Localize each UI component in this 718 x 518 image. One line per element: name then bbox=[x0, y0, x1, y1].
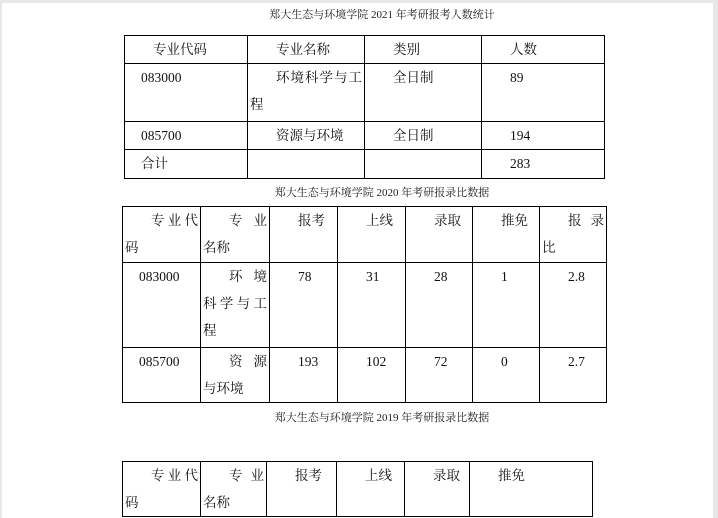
table-header-row bbox=[125, 36, 605, 64]
table-cell: 资源与环境 bbox=[248, 122, 365, 150]
header-cell-applied: 报考 bbox=[270, 207, 338, 263]
table-row bbox=[125, 122, 605, 150]
header-cell-above-line: 上线 bbox=[337, 462, 405, 517]
table-cell bbox=[365, 150, 482, 179]
table-title-2020-ratio: 郑大生态与环境学院 2020 年考研报录比数据 bbox=[274, 187, 490, 199]
table-row bbox=[123, 263, 607, 348]
table-header-row bbox=[123, 207, 607, 263]
header-cell-ratio: 报录比 bbox=[540, 207, 607, 263]
header-cell-major-code: 专业代码 bbox=[125, 36, 248, 64]
table-cell: 283 bbox=[482, 150, 605, 179]
header-cell-exempt: 推免 bbox=[473, 207, 540, 263]
table-cell: 102 bbox=[338, 348, 406, 403]
table-cell: 2.8 bbox=[540, 263, 607, 348]
table-cell: 083000 bbox=[123, 263, 201, 348]
table-cell: 193 bbox=[270, 348, 338, 403]
table-cell bbox=[248, 150, 365, 179]
header-cell-major-name: 专业名称 bbox=[201, 207, 270, 263]
table-title-2021-applicants: 郑大生态与环境学院 2021 年考研报考人数统计 bbox=[269, 9, 495, 21]
table-cell: 085700 bbox=[123, 348, 201, 403]
table-cell: 28 bbox=[406, 263, 473, 348]
header-cell-admitted: 录取 bbox=[406, 207, 473, 263]
table-cell: 78 bbox=[270, 263, 338, 348]
table-total-row bbox=[125, 150, 605, 179]
table-cell: 72 bbox=[406, 348, 473, 403]
header-cell-above-line: 上线 bbox=[338, 207, 406, 263]
header-cell-admitted: 录取 bbox=[405, 462, 470, 517]
table-title-2019-ratio: 郑大生态与环境学院 2019 年考研报录比数据 bbox=[274, 412, 490, 424]
table-cell: 31 bbox=[338, 263, 406, 348]
table-cell: 085700 bbox=[125, 122, 248, 150]
header-cell-major-code: 专业代码 bbox=[123, 462, 201, 517]
header-cell-exempt: 推免 bbox=[470, 462, 593, 517]
header-cell-count: 人数 bbox=[482, 36, 605, 64]
table-cell: 0 bbox=[473, 348, 540, 403]
table-header-row bbox=[123, 462, 593, 517]
table-row bbox=[123, 348, 607, 403]
table-2020-admission-ratio bbox=[122, 206, 607, 403]
table-cell: 89 bbox=[482, 64, 605, 122]
header-cell-major-code: 专业代码 bbox=[123, 207, 201, 263]
header-cell-applied: 报考 bbox=[267, 462, 337, 517]
table-cell: 环境科学与工程 bbox=[248, 64, 365, 122]
table-cell: 合计 bbox=[125, 150, 248, 179]
table-2019-admission-ratio bbox=[122, 461, 593, 517]
table-cell: 全日制 bbox=[365, 122, 482, 150]
header-cell-major-name: 专业名称 bbox=[201, 462, 267, 517]
table-cell: 资源与环境 bbox=[201, 348, 270, 403]
table-2021-applicant-stats bbox=[124, 35, 605, 179]
table-cell: 2.7 bbox=[540, 348, 607, 403]
table-cell: 1 bbox=[473, 263, 540, 348]
table-cell: 194 bbox=[482, 122, 605, 150]
header-cell-category: 类别 bbox=[365, 36, 482, 64]
table-cell: 全日制 bbox=[365, 64, 482, 122]
header-cell-major-name: 专业名称 bbox=[248, 36, 365, 64]
table-cell: 环境科学与工程 bbox=[201, 263, 270, 348]
table-row bbox=[125, 64, 605, 122]
table-cell: 083000 bbox=[125, 64, 248, 122]
